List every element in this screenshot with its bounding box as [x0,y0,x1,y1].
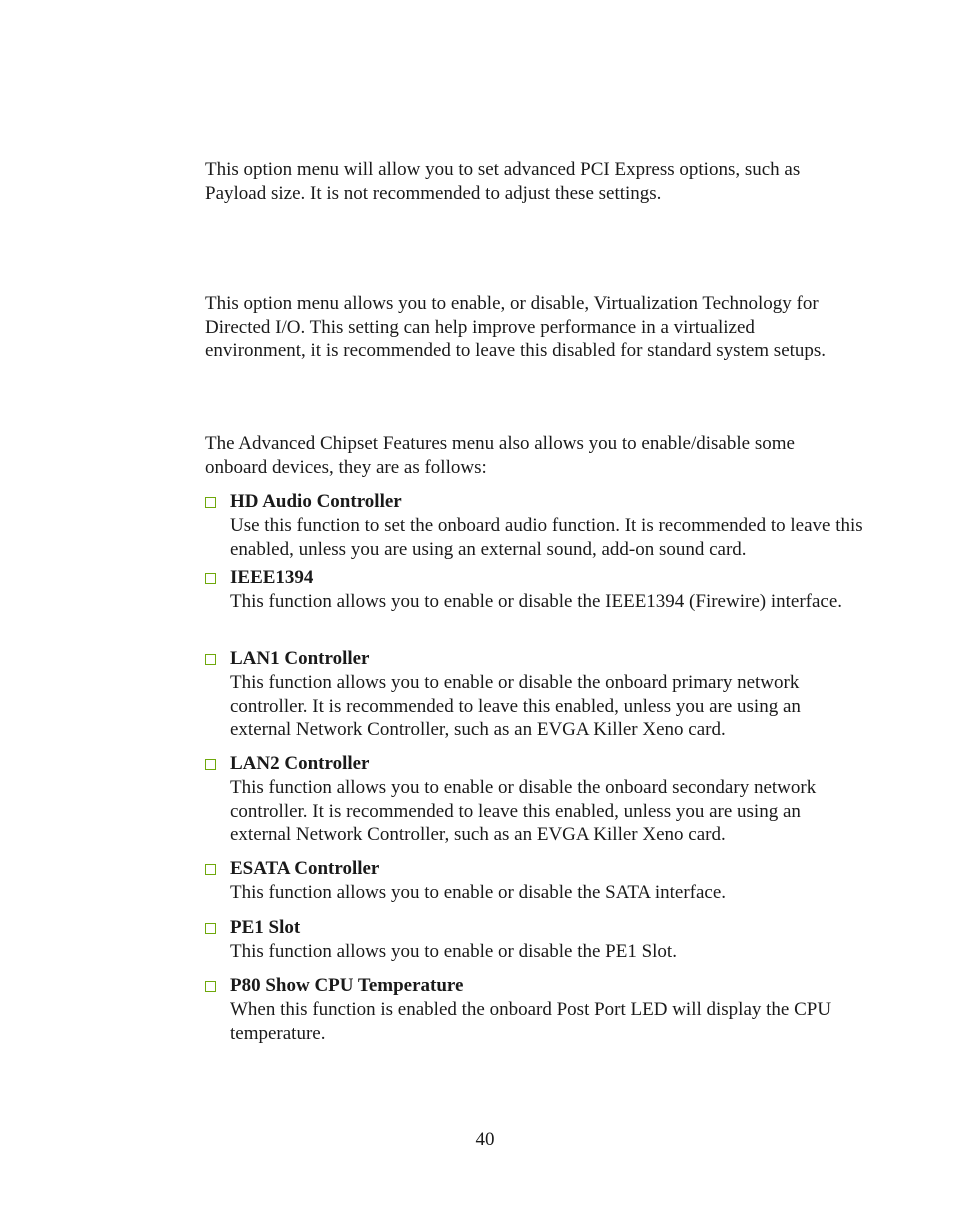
item-description: This function allows you to enable or disable the IEEE1394 (Firewire) interface. [230,591,843,612]
checkbox-square-icon [205,654,216,665]
list-item-hd-audio [205,490,865,561]
list-item-p80-cpu-temp [205,974,865,1045]
item-description: This function allows you to enable or disable the PE1 Slot. [230,941,677,962]
list-item-esata [205,857,865,905]
page-number: 40 [475,1129,495,1150]
list-item-pe1-slot [205,916,865,964]
list-item-lan1 [205,647,865,742]
onboard-devices-intro: The Advanced Chipset Features menu also allows you to enable/disable some onboard devices, they are as follows: [205,433,795,478]
checkbox-square-icon [205,573,216,584]
list-item-ieee1394 [205,566,865,614]
item-title: PE1 Slot [230,917,301,939]
item-title: HD Audio Controller [230,491,402,513]
item-description: Use this function to set the onboard audio function. It is recommended to leave this enabled, unless you are using an external sound, add-on sound card. [230,515,863,560]
item-description: This function allows you to enable or disable the onboard secondary network controller. It is recommended to leave this enabled, unless you are using an external Network Controller, such as an EVGA Killer Xeno card. [230,777,817,845]
item-description: This function allows you to enable or disable the SATA interface. [230,882,727,903]
item-description: This function allows you to enable or disable the onboard primary network controller. It is recommended to leave this enabled, unless you are using an external Network Controller, such as an EVGA Killer Xeno card. [230,672,801,740]
checkbox-square-icon [205,497,216,508]
checkbox-square-icon [205,923,216,934]
checkbox-square-icon [205,864,216,875]
item-title: P80 Show CPU Temperature [230,975,464,997]
item-description: When this function is enabled the onboard Post Port LED will display the CPU temperature. [230,999,832,1044]
checkbox-square-icon [205,981,216,992]
item-title: IEEE1394 [230,567,314,589]
virtualization-description: This option menu allows you to enable, or disable, Virtualization Technology for Directed I/O. This setting can help improve performance in a virtualized environment, it is recommended to leave this disabled for standard system setups. [205,293,827,361]
item-title: LAN1 Controller [230,648,370,670]
list-item-lan2 [205,752,865,847]
pci-express-description: This option menu will allow you to set advanced PCI Express options, such as Payload size. It is not recommended to adjust these settings. [205,159,801,204]
item-title: LAN2 Controller [230,753,370,775]
checkbox-square-icon [205,759,216,770]
item-title: ESATA Controller [230,858,380,880]
